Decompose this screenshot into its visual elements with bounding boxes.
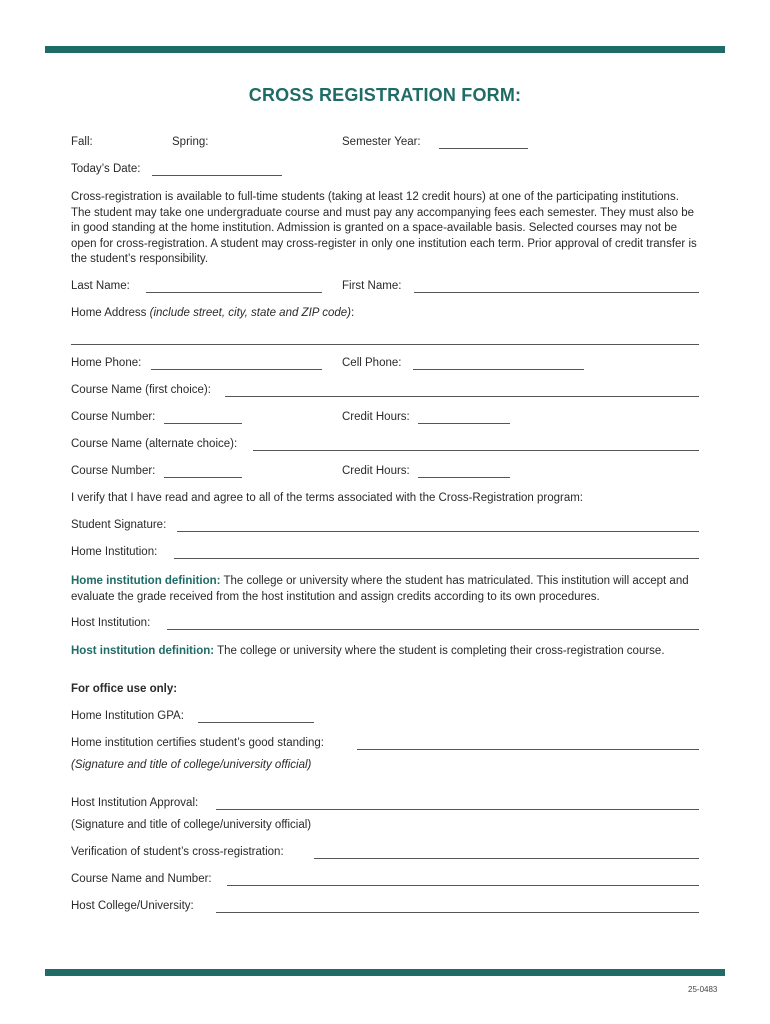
course-number-2-label: Course Number: (71, 465, 156, 477)
course-name-first-field[interactable] (225, 396, 699, 397)
course-name-number-label: Course Name and Number: (71, 873, 212, 885)
term-row (71, 136, 699, 152)
semester-year-label: Semester Year: (342, 136, 421, 148)
todays-date-label: Today’s Date: (71, 163, 141, 175)
course-name-number-field[interactable] (227, 885, 699, 886)
credit-hours-2-field[interactable] (418, 477, 510, 478)
host-institution-label: Host Institution: (71, 617, 151, 629)
course-number-1-label: Course Number: (71, 411, 156, 423)
host-college-row (71, 900, 699, 916)
home-definition-term: Home institution definition: (71, 575, 221, 587)
home-address-field[interactable] (71, 344, 699, 345)
course-alt-row (71, 438, 699, 454)
phone-row (71, 357, 699, 373)
host-approval-row (71, 797, 699, 813)
home-institution-row (71, 546, 699, 562)
page-title: CROSS REGISTRATION FORM: (248, 85, 522, 105)
course-number-row-2 (71, 465, 699, 481)
host-definition-term: Host institution definition: (71, 645, 215, 657)
first-name-field[interactable] (414, 292, 699, 293)
sig-note-row-1 (71, 759, 699, 775)
course-name-first-label: Course Name (first choice): (71, 384, 211, 396)
cell-phone-field[interactable] (413, 369, 584, 370)
host-institution-field[interactable] (167, 629, 699, 630)
first-name-label: First Name: (342, 280, 402, 292)
home-institution-field[interactable] (174, 558, 699, 559)
home-address-label: Home Address (include street, city, state and ZIP code): (71, 307, 355, 319)
home-institution-definition: Home institution definition: The college or university where the student has matriculated. This institution will accept and evaluate the grade received from the host institution and assign credits according to its own procedures. (71, 575, 689, 603)
host-college-field[interactable] (216, 912, 699, 913)
home-institution-label: Home Institution: (71, 546, 158, 558)
signature-note-1: (Signature and title of college/university official) (71, 759, 312, 771)
certifies-label: Home institution certifies student’s good standing: (71, 737, 324, 749)
bottom-rule (45, 969, 725, 976)
course-number-1-field[interactable] (164, 423, 242, 424)
course-name-number-row (71, 873, 699, 889)
verification-label: Verification of student’s cross-registration: (71, 846, 284, 858)
fall-label: Fall: (71, 136, 93, 148)
home-phone-label: Home Phone: (71, 357, 142, 369)
gpa-row (71, 710, 699, 726)
cell-phone-label: Cell Phone: (342, 357, 402, 369)
document-number: 25-0483 (688, 985, 718, 994)
verification-row (71, 846, 699, 862)
name-row (71, 280, 699, 296)
address-row (71, 307, 699, 323)
host-approval-label: Host Institution Approval: (71, 797, 199, 809)
office-use-heading: For office use only: (71, 683, 178, 695)
verify-row (71, 492, 699, 508)
certifies-row (71, 737, 699, 753)
host-institution-definition: Host institution definition: The college or university where the student is completing their cross-registration course. (71, 645, 665, 657)
home-address-hint: (include street, city, state and ZIP code) (149, 307, 351, 319)
student-signature-label: Student Signature: (71, 519, 167, 531)
address-line-row (71, 332, 699, 348)
course-number-row-1 (71, 411, 699, 427)
signature-note-2: (Signature and title of college/university official) (71, 819, 312, 831)
todays-date-field[interactable] (152, 175, 282, 176)
certifies-signature-field[interactable] (357, 749, 699, 750)
course-name-alt-label: Course Name (alternate choice): (71, 438, 238, 450)
verify-statement: I verify that I have read and agree to all of the terms associated with the Cross-Registration program: (71, 492, 583, 504)
host-approval-field[interactable] (216, 809, 699, 810)
course-first-row (71, 384, 699, 400)
office-heading-row (71, 683, 699, 699)
date-row (71, 163, 699, 179)
last-name-field[interactable] (146, 292, 322, 293)
credit-hours-2-label: Credit Hours: (342, 465, 410, 477)
host-college-label: Host College/University: (71, 900, 194, 912)
credit-hours-1-label: Credit Hours: (342, 411, 410, 423)
home-phone-field[interactable] (151, 369, 322, 370)
top-rule (45, 46, 725, 53)
gpa-label: Home Institution GPA: (71, 710, 184, 722)
course-name-alt-field[interactable] (253, 450, 699, 451)
gpa-field[interactable] (198, 722, 314, 723)
semester-year-field[interactable] (439, 148, 528, 149)
signature-row (71, 519, 699, 535)
course-number-2-field[interactable] (164, 477, 242, 478)
intro-paragraph: Cross-registration is available to full-time students (taking at least 12 credit hours) at one of the participating institutions. The student may take one undergraduate course and must pay any accompanying fees each semester. They must also be in good standing at the home institution. Admission is granted on a space-available basis. Selected courses may not be open for cross-registration. A student may cross-register in only one institution each term. Prior approval of credit transfer is the student’s responsibility. (71, 191, 697, 266)
credit-hours-1-field[interactable] (418, 423, 510, 424)
verification-field[interactable] (314, 858, 699, 859)
spring-label: Spring: (172, 136, 209, 148)
student-signature-field[interactable] (177, 531, 699, 532)
sig-note-row-2 (71, 819, 699, 835)
last-name-label: Last Name: (71, 280, 130, 292)
host-institution-row (71, 617, 699, 633)
